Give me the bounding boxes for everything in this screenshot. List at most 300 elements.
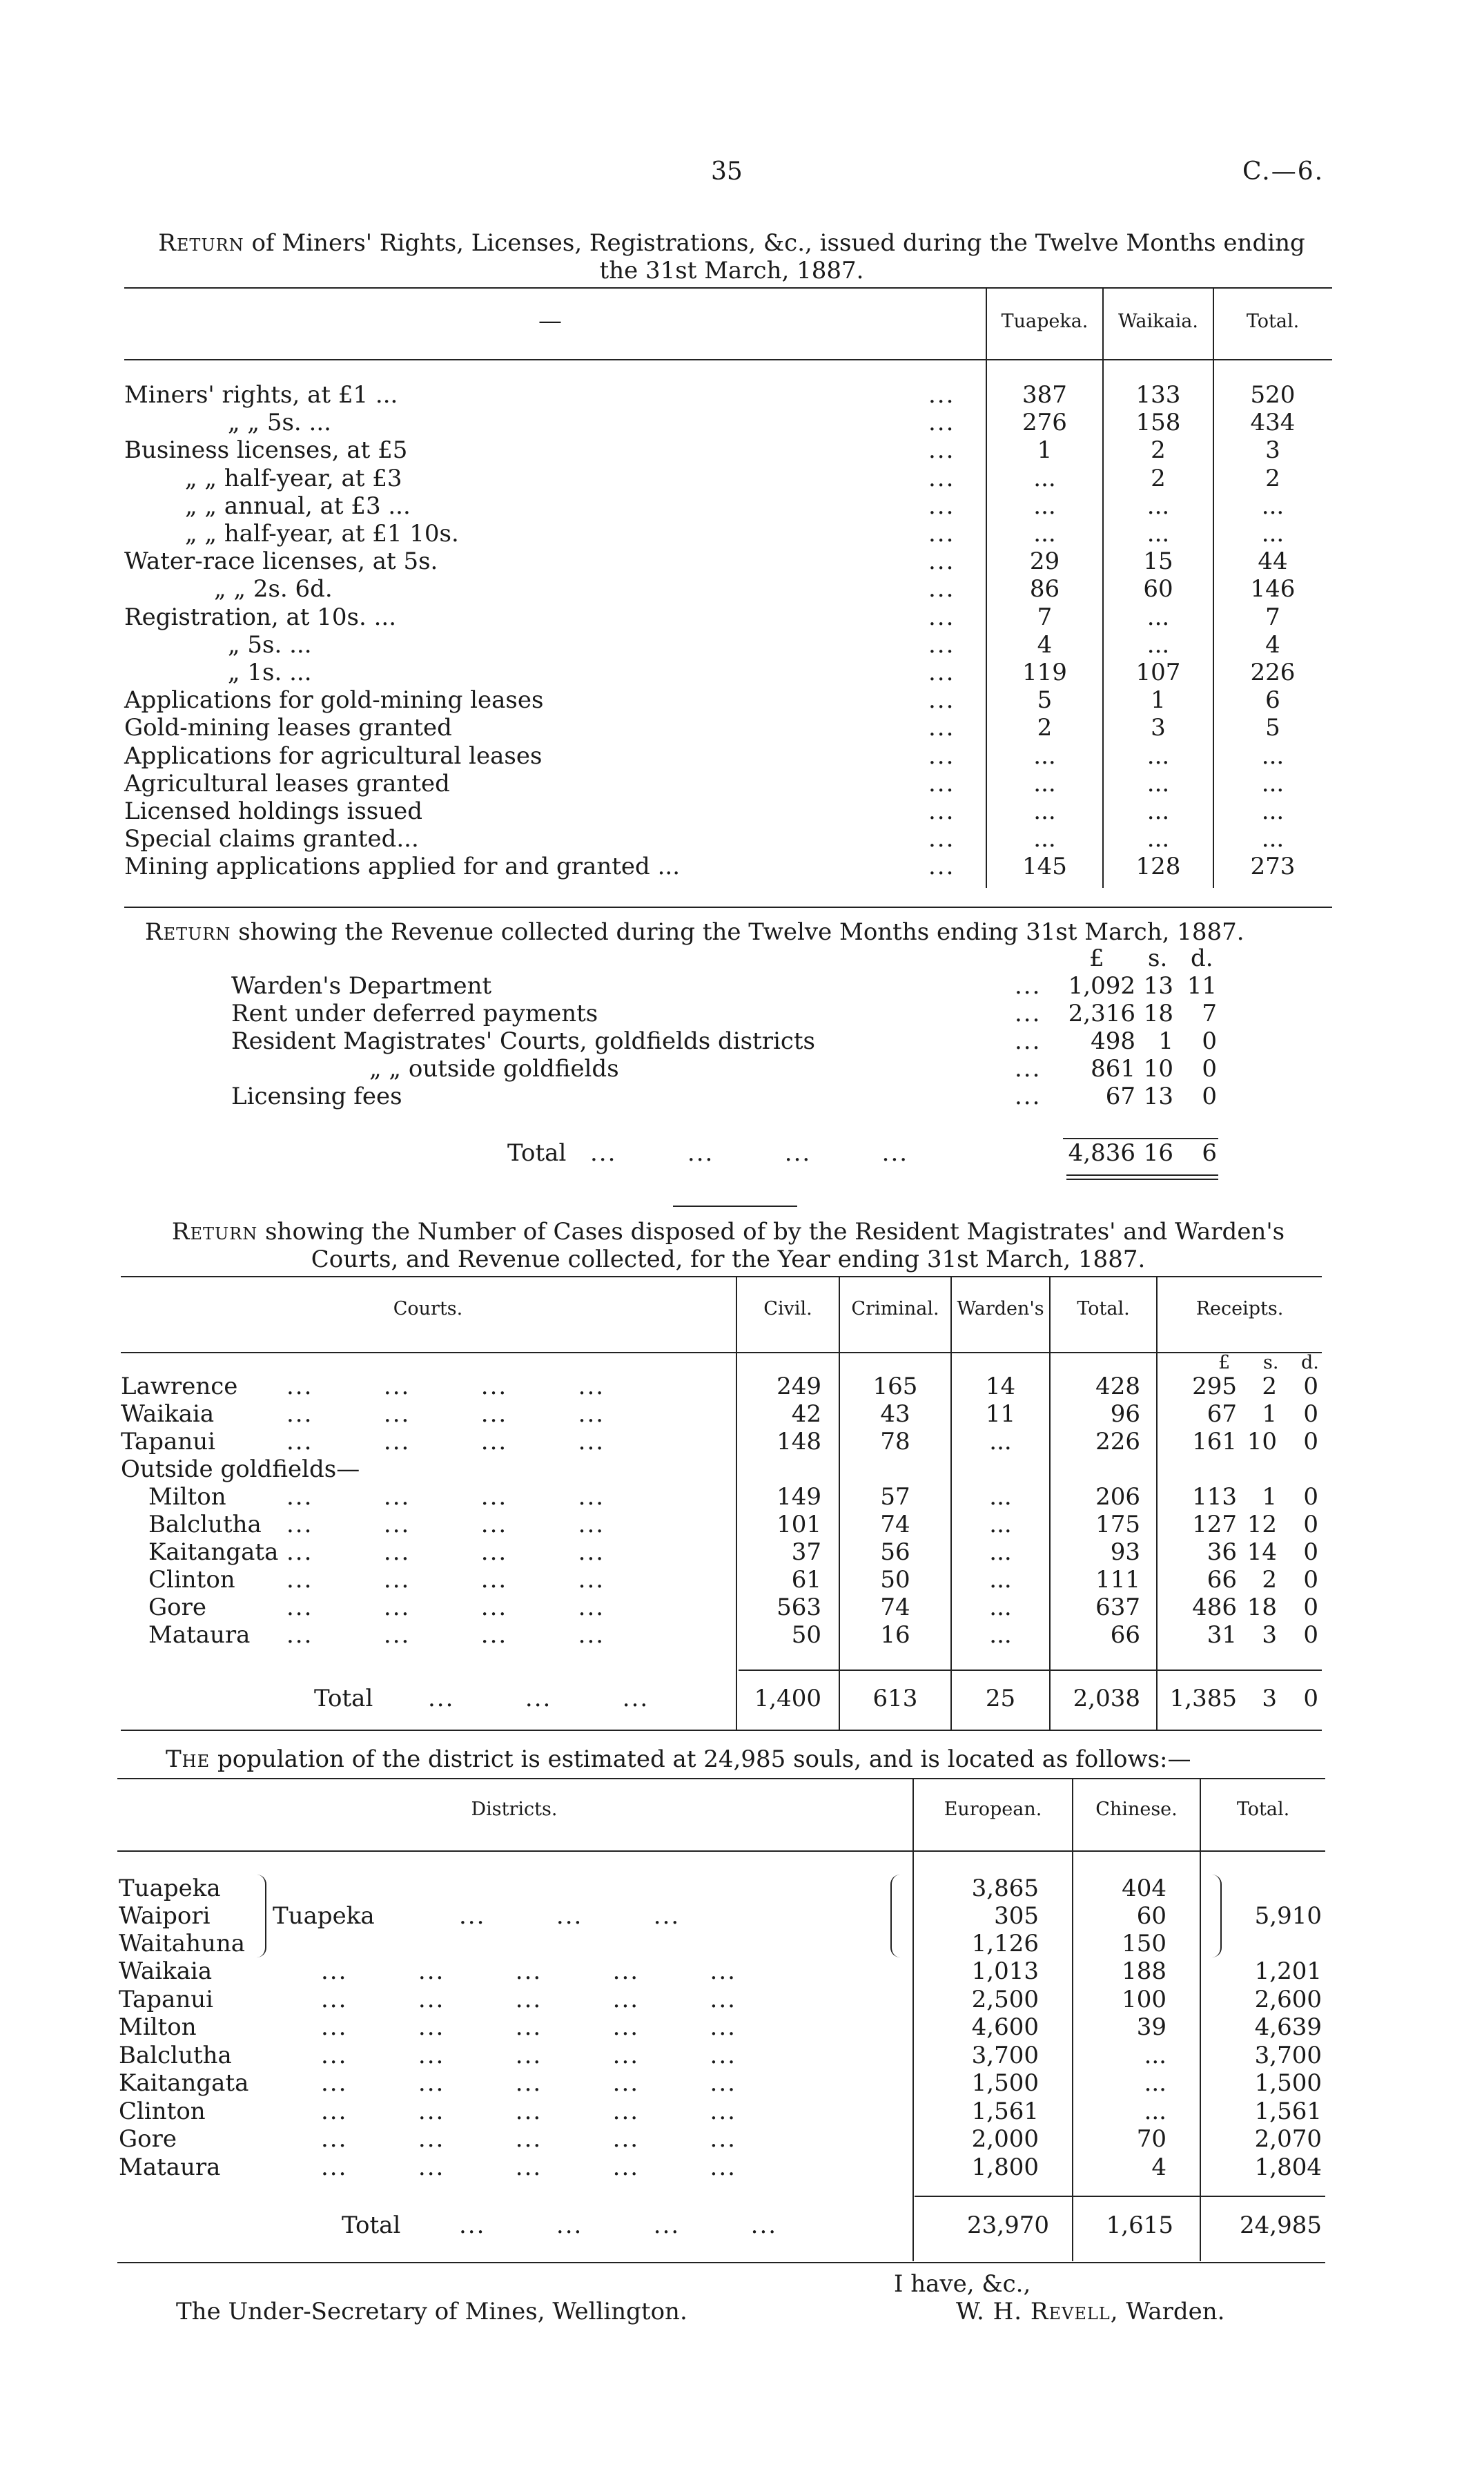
column-header-waikaia: Waikaia.	[1118, 311, 1198, 332]
row-label: „ 1s. ...	[228, 659, 312, 686]
cell-wardens: ...	[989, 1538, 1012, 1566]
column-header-total: Total.	[1246, 311, 1300, 332]
cell-pence: 0	[1303, 1373, 1318, 1400]
cell-pence: 0	[1303, 1483, 1318, 1511]
cell-shillings: 10	[1143, 1055, 1173, 1083]
table-row	[0, 2098, 1484, 2125]
cell-waikaia: ...	[1146, 825, 1170, 853]
cell-chinese: 404	[1122, 1875, 1166, 1902]
column-header-total: Total.	[1236, 1799, 1290, 1820]
cell-pounds: 295	[1192, 1373, 1237, 1400]
title-text: showing the Revenue collected during the Twelve Months ending 31st March, 1887.	[238, 918, 1244, 946]
column-header-wardens: Warden's	[957, 1298, 1044, 1319]
cell-tuapeka: ...	[1033, 464, 1056, 492]
column-header-criminal: Criminal.	[851, 1298, 939, 1319]
leader-dots: ...	[928, 769, 955, 797]
row-label: „ „ 5s. ...	[228, 409, 331, 437]
total-pence: 0	[1303, 1685, 1318, 1712]
row-label: Milton	[148, 1483, 226, 1511]
leader-dots: ...	[928, 714, 955, 742]
cell-pence: 0	[1202, 1027, 1217, 1055]
table-rule	[117, 1850, 1325, 1852]
total-chinese: 1,615	[1106, 2212, 1173, 2239]
cell-wardens: ...	[989, 1566, 1012, 1594]
cell-total: 1,500	[1254, 2069, 1322, 2097]
cell-pounds: 67	[1207, 1400, 1237, 1428]
row-label: Tapanui	[119, 1985, 214, 2013]
cell-total: 111	[1095, 1566, 1140, 1594]
leader-dots: ...	[928, 853, 955, 881]
cell-chinese: ...	[1144, 2069, 1166, 2097]
cell-civil: 101	[777, 1511, 821, 1538]
signature	[956, 2298, 1224, 2325]
row-label: Waitahuna	[119, 1930, 246, 1957]
table-row	[0, 1875, 1484, 1902]
table-row	[0, 575, 1484, 603]
table-row	[0, 1428, 1484, 1455]
total-european: 23,970	[967, 2212, 1049, 2239]
title-text: population of the district is estimated at 24,985 souls, and is located as follows:—	[217, 1745, 1191, 1773]
cell-tuapeka: 119	[1022, 659, 1067, 686]
leader-dots: ...	[928, 603, 955, 631]
leader-dots: ...	[928, 659, 955, 686]
cell-shillings: 13	[1143, 972, 1173, 1000]
cell-waikaia: ...	[1146, 797, 1170, 825]
row-label: Tuapeka	[119, 1875, 221, 1902]
cell-criminal: 57	[880, 1483, 910, 1511]
table-rule	[121, 1276, 1322, 1277]
unit-shillings: s.	[1148, 945, 1168, 972]
leader-dots: ...	[928, 464, 955, 492]
table-row	[0, 548, 1484, 575]
column-header-civil: Civil.	[763, 1298, 812, 1319]
cell-pence: 0	[1303, 1621, 1318, 1649]
table-row	[0, 1957, 1484, 1985]
row-label: Clinton	[119, 2097, 206, 2125]
row-label: „ „ half-year, at £3	[185, 464, 402, 492]
table-rule	[121, 1730, 1322, 1731]
table-row	[0, 972, 1484, 1000]
cell-chinese: ...	[1144, 2041, 1166, 2069]
cell-tuapeka: ...	[1033, 492, 1056, 520]
double-rule	[1066, 1174, 1218, 1176]
row-label: Waipori	[119, 1902, 211, 1930]
cell-wardens: ...	[989, 1428, 1012, 1455]
row-label: Licensing fees	[231, 1083, 402, 1110]
table-row	[0, 1055, 1484, 1083]
cell-pence: 0	[1202, 1055, 1217, 1083]
unit-shillings: s.	[1263, 1352, 1279, 1373]
title-caps: The	[166, 1745, 211, 1773]
table-row	[0, 520, 1484, 548]
row-label: Registration, at 10s. ...	[124, 603, 397, 631]
leader-dots: ...	[1015, 1055, 1042, 1083]
row-label: „ „ annual, at £3 ...	[185, 492, 411, 520]
cell-shillings: 12	[1247, 1511, 1277, 1538]
group-total: 5,910	[1254, 1902, 1322, 1930]
table-row	[0, 1538, 1484, 1566]
cell-total: 1,804	[1254, 2153, 1322, 2181]
cell-tuapeka: 5	[1037, 686, 1053, 715]
cell-waikaia: ...	[1146, 603, 1170, 631]
leader-dots: ...	[928, 492, 955, 520]
cell-civil: 563	[777, 1594, 821, 1621]
cell-shillings: 10	[1247, 1428, 1277, 1455]
cell-criminal: 78	[880, 1428, 910, 1455]
column-header-total: Total.	[1077, 1298, 1130, 1319]
cell-shillings: 1	[1262, 1483, 1277, 1511]
cell-tuapeka: 4	[1037, 630, 1053, 659]
cell-chinese: 70	[1136, 2125, 1166, 2153]
cell-total: 66	[1110, 1621, 1140, 1649]
group-label: Tuapeka	[273, 1902, 375, 1930]
cell-total: 93	[1110, 1538, 1140, 1566]
leader-dots: ...	[928, 575, 955, 603]
row-label: Miners' rights, at £1 ...	[124, 381, 398, 409]
leader-dots: ... ... ... ...	[286, 1621, 605, 1649]
total-pounds: 4,836	[1068, 1139, 1135, 1167]
row-label: Water-race licenses, at 5s.	[124, 548, 438, 576]
table-row	[0, 2042, 1484, 2069]
cell-pence: 11	[1187, 972, 1217, 1000]
cell-total: 226	[1250, 659, 1296, 686]
table-row	[0, 1566, 1484, 1594]
leader-dots: ... ... ... ...	[459, 2212, 778, 2239]
table-rule	[124, 359, 1332, 360]
cell-pounds: 36	[1207, 1538, 1237, 1566]
table-row	[0, 436, 1484, 464]
cell-tuapeka: 387	[1022, 381, 1067, 409]
cell-tuapeka: 7	[1037, 603, 1053, 631]
cell-pounds: 67	[1105, 1083, 1135, 1110]
leader-dots: ... ... ... ... ...	[321, 2125, 736, 2153]
signature-name: W. H. Revell,	[956, 2298, 1119, 2325]
table-row	[0, 1930, 1484, 1957]
cell-waikaia: 2	[1151, 464, 1166, 492]
table-row	[0, 825, 1484, 853]
cell-total: 3	[1265, 436, 1280, 465]
table-row	[0, 1083, 1484, 1110]
total-total: 24,985	[1240, 2212, 1322, 2239]
cell-total: ...	[1261, 825, 1285, 853]
cell-pounds: 113	[1192, 1483, 1237, 1511]
row-label: Rent under deferred payments	[231, 1000, 598, 1027]
total-label: Total	[342, 2212, 401, 2239]
cell-total: 226	[1095, 1428, 1140, 1455]
leader-dots: ... ... ... ... ...	[321, 2097, 736, 2125]
table-row	[0, 659, 1484, 686]
cell-pence: 0	[1202, 1083, 1217, 1110]
leader-dots: ...	[1015, 972, 1042, 1000]
cell-total: 146	[1250, 575, 1296, 603]
row-label: Gore	[119, 2125, 177, 2153]
table-row	[0, 714, 1484, 742]
table-row	[0, 1986, 1484, 2013]
row-label: Mining applications applied for and granted ...	[124, 853, 681, 881]
cell-european: 1,500	[971, 2069, 1039, 2097]
leader-dots: ... ... ... ... ...	[321, 1985, 736, 2013]
title-caps: Return	[171, 1218, 258, 1246]
row-label: „ 5s. ...	[228, 630, 312, 659]
outside-goldfields-label	[0, 1455, 1484, 1483]
left-brace	[890, 1875, 903, 1957]
table-row	[0, 1027, 1484, 1055]
title-caps: Return	[158, 229, 244, 257]
row-label: Applications for agricultural leases	[124, 742, 543, 770]
cell-waikaia: 1	[1151, 686, 1166, 715]
total-shillings: 16	[1143, 1139, 1173, 1167]
cell-waikaia: 60	[1143, 575, 1173, 603]
leader-dots: ... ... ... ...	[286, 1594, 605, 1621]
cell-criminal: 16	[880, 1621, 910, 1649]
cell-total: 2,070	[1254, 2125, 1322, 2153]
table-row	[0, 603, 1484, 631]
document-reference: C.—6.	[1242, 157, 1325, 186]
cell-chinese: ...	[1144, 2097, 1166, 2125]
row-label: Mataura	[148, 1621, 251, 1649]
table-row	[0, 2154, 1484, 2181]
leader-dots: ... ... ... ... ...	[321, 2013, 736, 2041]
table-row	[0, 1511, 1484, 1538]
unit-pence: d.	[1191, 945, 1213, 972]
table-row	[0, 1621, 1484, 1649]
cell-waikaia: ...	[1146, 520, 1170, 548]
column-header-chinese: Chinese.	[1095, 1799, 1178, 1820]
cell-total: ...	[1261, 520, 1285, 548]
table-row	[0, 686, 1484, 714]
cell-total: 1,201	[1254, 1957, 1322, 1985]
table-row	[0, 853, 1484, 880]
table-rule	[117, 2262, 1325, 2263]
cell-chinese: 100	[1122, 1985, 1166, 2013]
total-total: 2,038	[1073, 1685, 1140, 1712]
cell-pounds: 486	[1192, 1594, 1237, 1621]
cell-pounds: 31	[1207, 1621, 1237, 1649]
revenue-total-row	[0, 1139, 1484, 1167]
row-label: Kaitangata	[119, 2069, 249, 2097]
leader-dots: ...	[928, 686, 955, 715]
leader-dots: ...	[1015, 1027, 1042, 1055]
cell-chinese: 188	[1122, 1957, 1166, 1985]
leader-dots: ...	[1015, 1000, 1042, 1027]
leader-dots: ... ... ... ...	[286, 1483, 605, 1511]
cell-wardens: ...	[989, 1483, 1012, 1511]
cell-pence: 0	[1303, 1428, 1318, 1455]
salutation: I have, &c.,	[894, 2270, 1031, 2298]
unit-pounds: £	[1218, 1352, 1231, 1373]
table-row	[0, 797, 1484, 825]
leader-dots: ... ... ... ... ...	[321, 1957, 736, 1985]
unit-pounds: £	[1089, 945, 1104, 972]
leader-dots: ... ... ... ...	[590, 1139, 909, 1167]
title-caps: Return	[145, 918, 231, 946]
cell-total: ...	[1261, 742, 1285, 770]
cell-european: 3,700	[971, 2041, 1039, 2069]
row-label: „ „ outside goldfields	[369, 1055, 619, 1083]
cell-european: 1,126	[971, 1930, 1039, 1957]
leader-dots: ... ... ... ...	[286, 1511, 605, 1538]
cell-shillings: 18	[1247, 1594, 1277, 1621]
section-separator	[673, 1206, 797, 1207]
cell-total: 6	[1265, 686, 1280, 715]
cell-waikaia: 2	[1151, 436, 1166, 465]
cell-pounds: 861	[1091, 1055, 1135, 1083]
table-row	[0, 465, 1484, 492]
row-label: Applications for gold-mining leases	[124, 686, 544, 715]
leader-dots: ...	[928, 825, 955, 853]
leader-dots: ... ... ... ...	[286, 1538, 605, 1566]
cell-wardens: 14	[985, 1373, 1016, 1400]
cell-total: 3,700	[1254, 2041, 1322, 2069]
column-header-tuapeka: Tuapeka.	[1001, 311, 1088, 332]
cases-return-title	[121, 1218, 1336, 1246]
cell-european: 2,000	[971, 2125, 1039, 2153]
cell-wardens: ...	[989, 1594, 1012, 1621]
leader-dots: ...	[928, 436, 955, 465]
leader-dots: ...	[928, 797, 955, 825]
row-label: Clinton	[148, 1566, 235, 1594]
total-rule	[915, 2196, 1325, 2197]
cell-european: 1,800	[971, 2153, 1039, 2181]
cell-chinese: 39	[1136, 2013, 1166, 2041]
cell-pounds: 498	[1091, 1027, 1135, 1055]
total-wardens: 25	[985, 1685, 1016, 1712]
title-text: of Miners' Rights, Licenses, Registrations, &c., issued during the Twelve Months ending	[251, 229, 1305, 257]
cell-european: 2,500	[971, 1985, 1039, 2013]
table-row	[0, 1594, 1484, 1621]
total-rule	[739, 1670, 1322, 1671]
table-row	[0, 631, 1484, 659]
cell-tuapeka: 1	[1037, 436, 1053, 465]
cell-waikaia: 15	[1143, 548, 1173, 576]
cell-total: 7	[1265, 603, 1280, 631]
leader-dots: ... ... ... ...	[286, 1566, 605, 1594]
row-label: Resident Magistrates' Courts, goldfields districts	[231, 1027, 815, 1055]
cell-waikaia: 128	[1135, 853, 1181, 881]
column-header-courts: Courts.	[393, 1298, 463, 1319]
leader-dots: ... ... ... ... ...	[321, 2069, 736, 2097]
cell-criminal: 165	[872, 1373, 918, 1400]
column-header-districts: Districts.	[471, 1799, 558, 1820]
cell-waikaia: 158	[1135, 409, 1181, 437]
row-label: Milton	[119, 2013, 197, 2041]
row-label: Waikaia	[119, 1957, 213, 1985]
table-rule	[117, 1778, 1325, 1779]
cell-wardens: ...	[989, 1511, 1012, 1538]
cell-total: 2,600	[1254, 1985, 1322, 2013]
cell-pence: 0	[1303, 1511, 1318, 1538]
leader-dots: ...	[928, 381, 955, 409]
row-label: Balclutha	[119, 2041, 232, 2069]
cell-pounds: 66	[1207, 1566, 1237, 1594]
population-title	[166, 1745, 1191, 1773]
table-row	[0, 742, 1484, 770]
revenue-return-title	[145, 918, 1244, 946]
table-row	[0, 2125, 1484, 2153]
total-pence: 6	[1202, 1139, 1217, 1167]
cases-return-subtitle: Courts, and Revenue collected, for the Year ending 31st March, 1887.	[311, 1246, 1146, 1273]
signature-title: Warden.	[1126, 2298, 1225, 2325]
cell-criminal: 56	[880, 1538, 910, 1566]
cell-total: ...	[1261, 492, 1285, 520]
cell-total: 5	[1265, 714, 1280, 742]
leader-dots: ... ... ... ...	[286, 1400, 605, 1428]
total-civil: 1,400	[754, 1685, 821, 1712]
cell-pounds: 2,316	[1068, 1000, 1135, 1027]
cell-total: 1,561	[1254, 2097, 1322, 2125]
cell-total: ...	[1261, 797, 1285, 825]
cell-total: 273	[1250, 853, 1296, 881]
cell-criminal: 50	[880, 1566, 910, 1594]
table-rule	[124, 907, 1332, 908]
row-label: Mataura	[119, 2153, 221, 2181]
cell-civil: 50	[791, 1621, 821, 1649]
table-row	[0, 492, 1484, 520]
row-label: Business licenses, at £5	[124, 436, 408, 465]
cell-chinese: 60	[1136, 1902, 1166, 1930]
cell-tuapeka: ...	[1033, 742, 1056, 770]
row-label: Waikaia	[121, 1400, 215, 1428]
cell-european: 3,865	[971, 1875, 1039, 1902]
cell-total: ...	[1261, 769, 1285, 797]
cell-pounds: 127	[1192, 1511, 1237, 1538]
cell-waikaia: 107	[1135, 659, 1181, 686]
cell-pence: 0	[1303, 1538, 1318, 1566]
total-label: Total	[314, 1685, 373, 1712]
row-label: Lawrence	[121, 1373, 238, 1400]
cell-pounds: 1,092	[1068, 972, 1135, 1000]
cell-shillings: 2	[1262, 1566, 1277, 1594]
cell-shillings: 3	[1262, 1621, 1277, 1649]
cell-civil: 37	[791, 1538, 821, 1566]
cell-total: 4	[1265, 630, 1280, 659]
row-label: „ „ half-year, at £1 10s.	[185, 520, 459, 548]
leader-dots: ... ... ...	[459, 1902, 681, 1930]
leader-dots: ...	[928, 630, 955, 659]
table-row	[0, 1483, 1484, 1511]
table-row	[0, 1000, 1484, 1027]
table-row	[0, 2013, 1484, 2041]
table-rule	[121, 1352, 1322, 1353]
population-total-row	[0, 2212, 1484, 2239]
leader-dots: ... ... ... ...	[286, 1428, 605, 1455]
cell-european: 1,561	[971, 2097, 1039, 2125]
cell-total: 520	[1250, 381, 1296, 409]
cell-chinese: 4	[1151, 2153, 1166, 2181]
miners-return-title	[124, 229, 1339, 257]
leader-dots: ... ... ... ...	[286, 1373, 605, 1400]
leader-dots: ... ... ... ... ...	[321, 2041, 736, 2069]
cell-civil: 148	[777, 1428, 821, 1455]
leader-dots: ...	[1015, 1083, 1042, 1110]
cell-shillings: 13	[1143, 1083, 1173, 1110]
cell-waikaia: 3	[1151, 714, 1166, 742]
leader-dots: ...	[928, 409, 955, 437]
cell-civil: 249	[777, 1373, 821, 1400]
total-label: Total	[507, 1139, 567, 1167]
cell-wardens: 11	[985, 1400, 1016, 1428]
cell-total: 206	[1095, 1483, 1140, 1511]
row-label: Kaitangata	[148, 1538, 279, 1566]
title-text: showing the Number of Cases disposed of by the Resident Magistrates' and Warden's	[265, 1218, 1285, 1246]
cell-total: 4,639	[1254, 2013, 1322, 2041]
leader-dots: ...	[928, 520, 955, 548]
total-shillings: 3	[1262, 1685, 1277, 1712]
cell-european: 1,013	[971, 1957, 1039, 1985]
cell-total: 2	[1265, 464, 1280, 492]
total-pounds: 1,385	[1169, 1685, 1237, 1712]
cell-total: 637	[1095, 1594, 1140, 1621]
